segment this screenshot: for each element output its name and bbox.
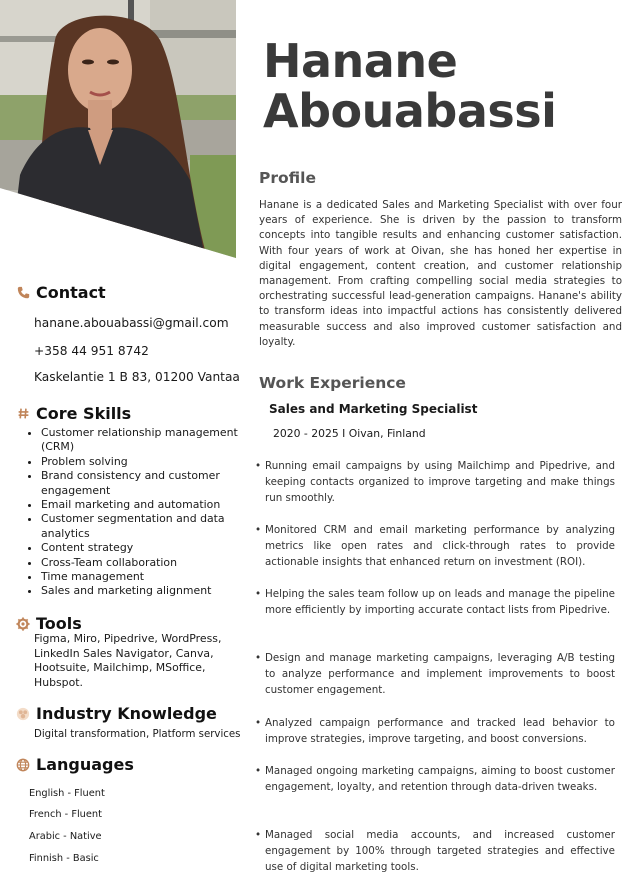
hashtag-icon <box>16 407 30 421</box>
language-item: English - Fluent <box>29 788 105 799</box>
phone-icon <box>16 286 30 300</box>
skill-item: • Customer relationship management (CRM) <box>41 426 247 455</box>
tools-text: Figma, Miro, Pipedrive, WordPress, LinkedIn Sales Navigator, Canva, Hootsuite, Mailchimp, MSoffice, Hubspot. <box>34 632 222 689</box>
skill-item: • Time management <box>41 570 247 584</box>
work-bullet: • Running email campaigns by using Mailchimp and Pipedrive, and keeping contacts organized to improve targeting and make things run smoothly. <box>255 458 615 506</box>
contact-title: Contact <box>36 283 106 302</box>
phone-text: +358 44 951 8742 <box>34 344 149 358</box>
skill-item: • Content strategy <box>41 541 247 555</box>
language-item: French - Fluent <box>29 809 102 820</box>
languages-heading <box>16 755 134 774</box>
industry-text: Digital transformation, Platform services <box>34 729 241 740</box>
tools-heading <box>16 614 82 633</box>
language-item: Arabic - Native <box>29 831 102 842</box>
skill-item: • Customer segmentation and data analytics <box>41 512 247 541</box>
work-bullet: • Design and manage marketing campaigns, leveraging A/B testing to analyze performance and implement improvements to boost customer engagement. <box>255 650 615 698</box>
skill-item: • Email marketing and automation <box>41 498 247 512</box>
skill-item: • Sales and marketing alignment <box>41 584 247 598</box>
work-experience-heading: Work Experience <box>259 374 406 392</box>
gear-icon <box>16 617 30 631</box>
contact-heading <box>16 283 106 302</box>
globe-icon <box>16 758 30 772</box>
work-bullet: • Helping the sales team follow up on leads and manage the pipeline more efficiently by importing accurate contact lists from Pipedrive. <box>255 586 615 618</box>
job-title: Sales and Marketing Specialist <box>269 402 478 416</box>
skill-item: • Brand consistency and customer engagement <box>41 469 247 498</box>
email-text: hanane.abouabassi@gmail.com <box>34 316 229 330</box>
first-name: Hanane <box>263 34 458 88</box>
profile-photo <box>0 0 236 258</box>
skill-item: • Cross-Team collaboration <box>41 556 247 570</box>
job-meta: 2020 - 2025 I Oivan, Finland <box>273 427 426 440</box>
skill-item: • Problem solving <box>41 455 247 469</box>
language-item: Finnish - Basic <box>29 853 99 864</box>
languages-title: Languages <box>36 755 134 774</box>
profile-heading: Profile <box>259 169 316 187</box>
work-bullet: • Managed social media accounts, and increased customer engagement by 100% through targeted strategies and effective use of digital marketing tools. <box>255 827 615 875</box>
brain-icon <box>16 707 30 721</box>
profile-text: Hanane is a dedicated Sales and Marketing Specialist with over four years of experience. She is driven by the passion to transform concepts into tangible results and enhancing customer satisfaction. With four years of work at Oivan, she has honed her expertise in digital engagement, content creation, and customer relationship management. From crafting compelling social media strategies to orchestrating successful lead-generation campaigns. Hanane's ability to transform ideas into impactful actions has consistently delivered measurable success and also improved customer satisfaction and loyalty. <box>259 199 622 348</box>
candidate-name <box>263 36 623 136</box>
core-skills-title: Core Skills <box>36 404 132 423</box>
work-bullet: • Analyzed campaign performance and tracked lead behavior to improve strategies, improve targeting, and boost conversions. <box>255 715 615 747</box>
skills-list <box>26 426 247 599</box>
work-bullet: • Managed ongoing marketing campaigns, aiming to boost customer engagement, loyalty, and retention through data-driven tweaks. <box>255 763 615 795</box>
address-text: Kaskelantie 1 B 83, 01200 Vantaa <box>34 370 240 384</box>
tools-title: Tools <box>36 614 82 633</box>
work-bullet: • Monitored CRM and email marketing performance by analyzing metrics like open rates and click-through rates to provide actionable insights that enhanced return on investment (ROI). <box>255 522 615 570</box>
core-skills-heading <box>16 404 131 423</box>
last-name: Abouabassi <box>263 84 557 138</box>
industry-heading <box>16 704 217 723</box>
industry-title: Industry Knowledge <box>36 704 217 723</box>
